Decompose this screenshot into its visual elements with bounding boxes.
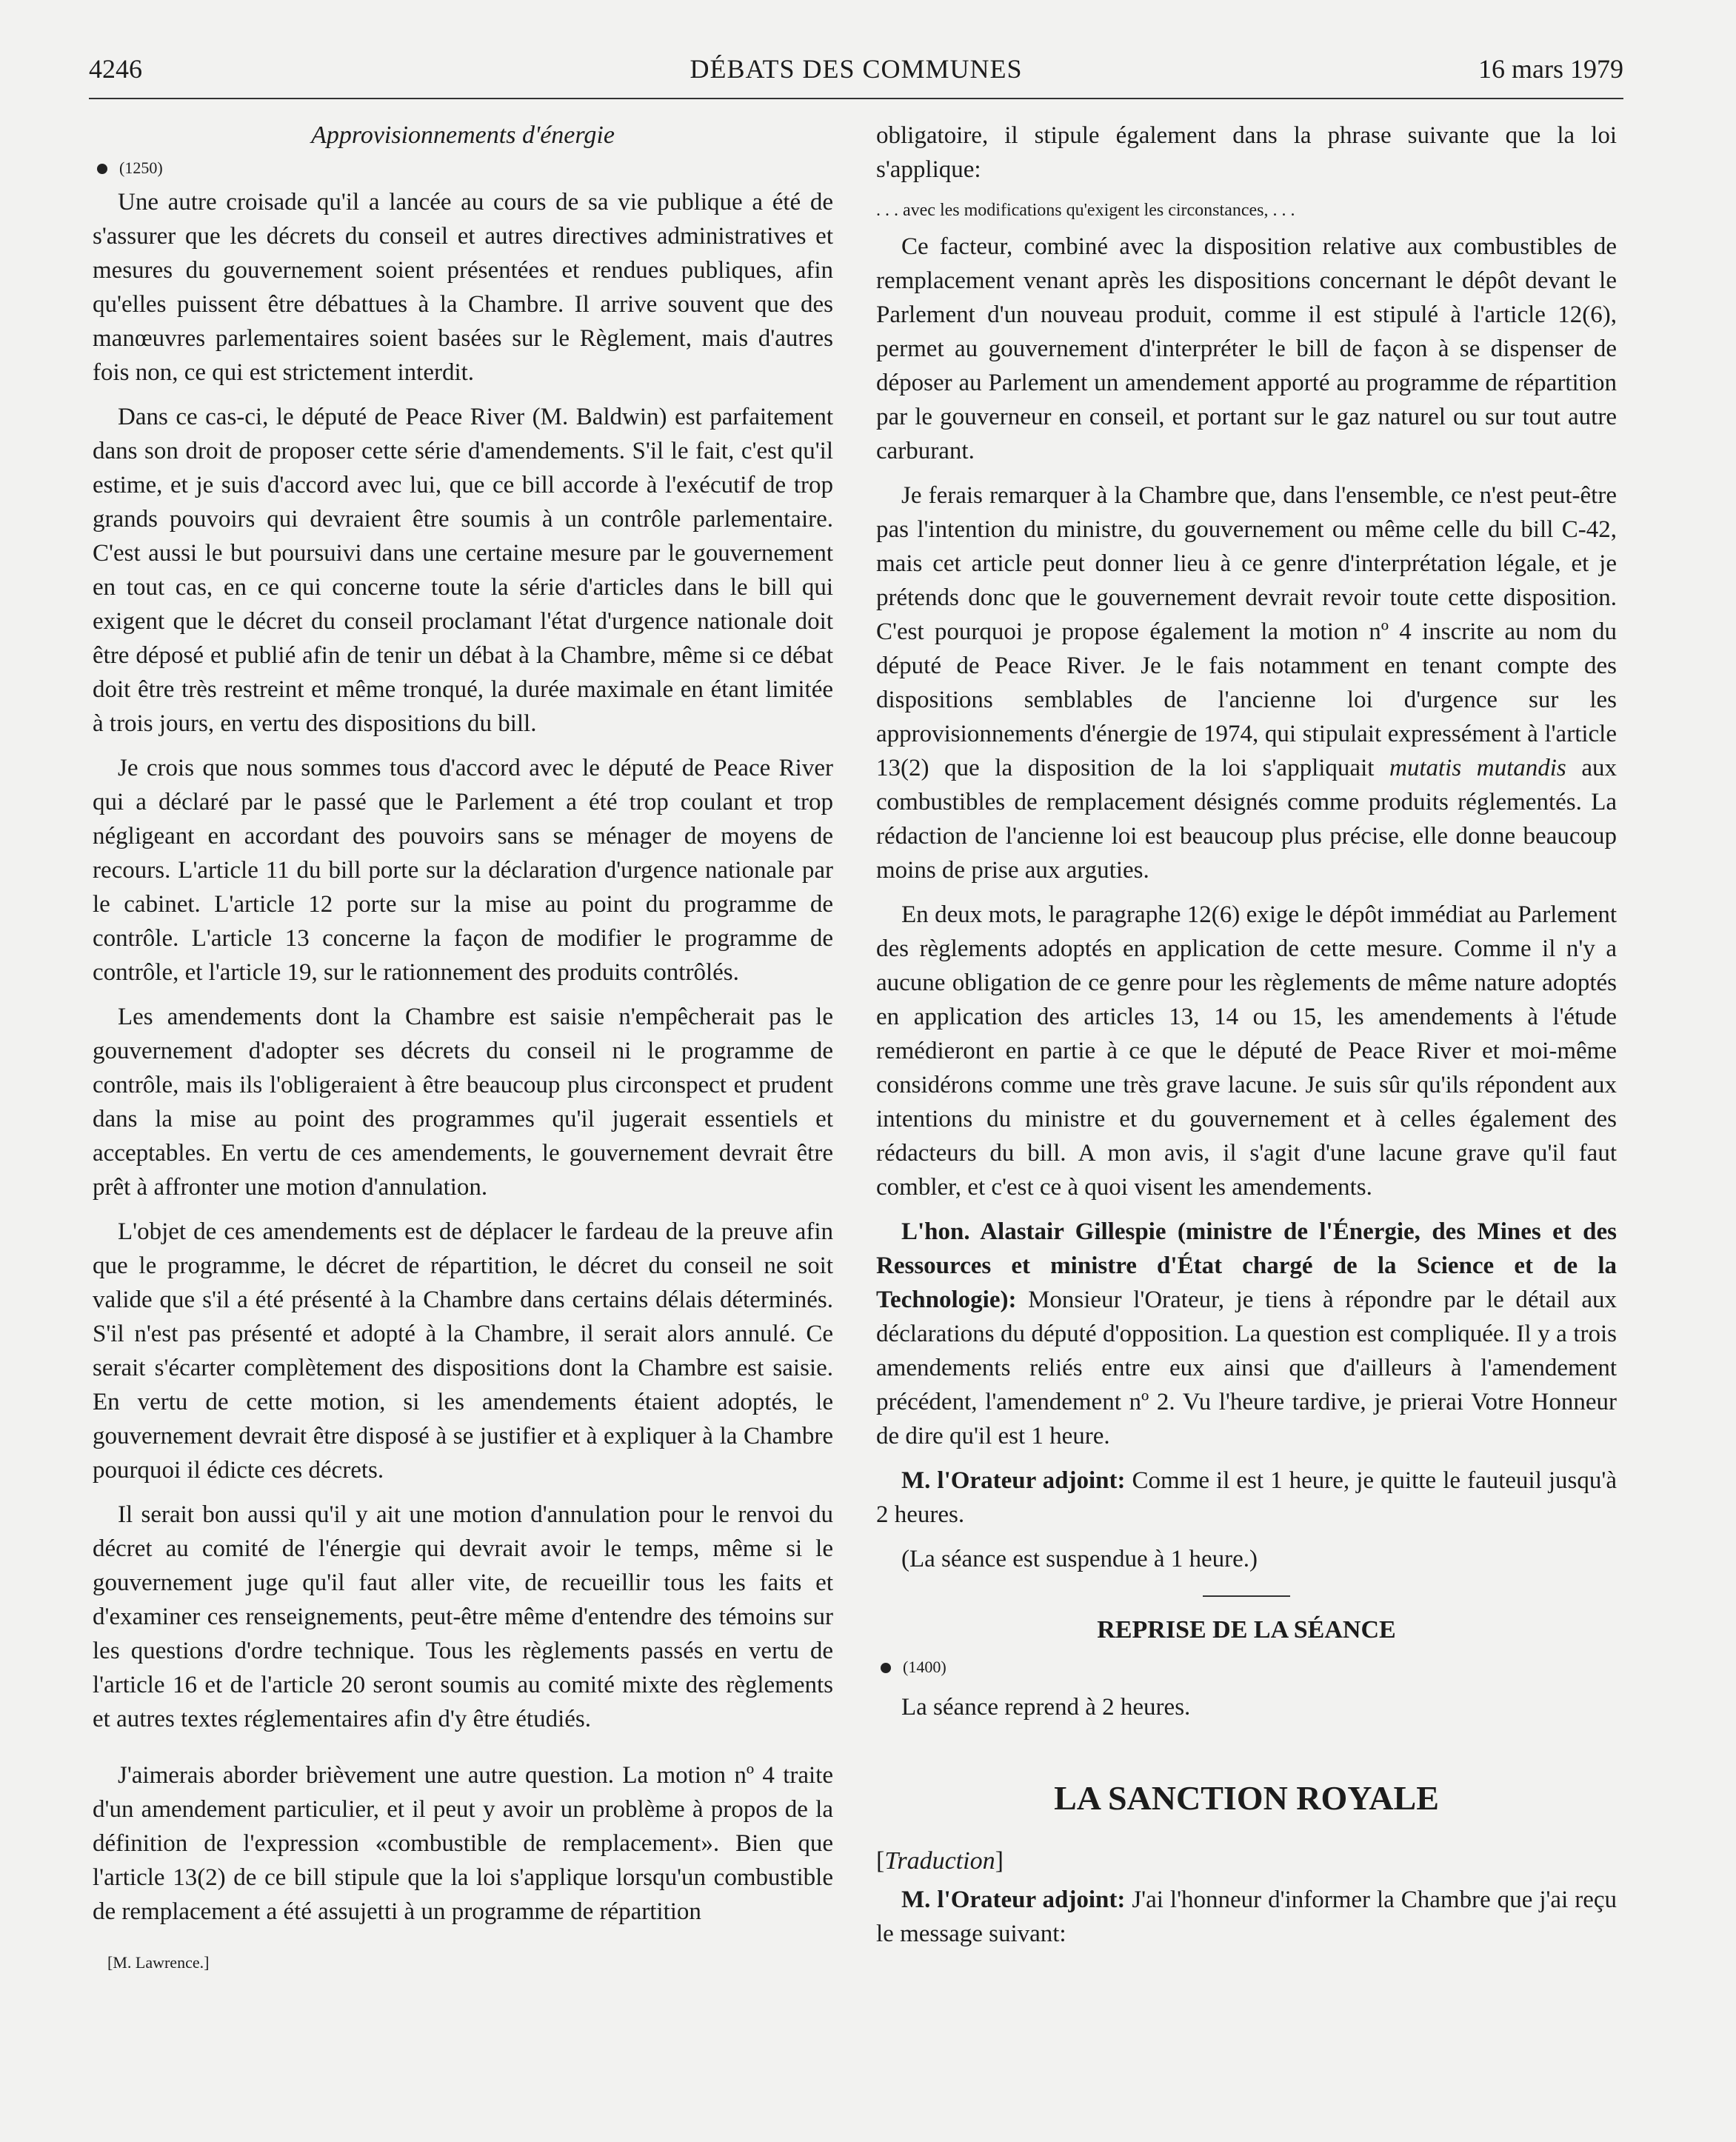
paragraph: L'objet de ces amendements est de déplacer le fardeau de la preuve afin que le programme, le décret de répartition, le décret du conseil ne soit valide que s'il a été présenté à la Chambre dans certains délais déterminés. S'il n'est pas présenté et adopté à la Chambre, il serait alors annulé. Ce serait s'écarter complètement des dispositions dont la Chambre est saisie. En vertu de cette motion, si les amendements étaient adoptés, le gouvernement devrait être disposé à se justifier et à expliquer à la Chambre pourquoi il édicte ces décrets. xyxy=(93,1218,833,1484)
divider xyxy=(1203,1595,1290,1597)
paragraph-text: aux combustibles de remplacement désignés comme produits réglementés. La rédaction de l'ancienne loi est beaucoup plus précise, elle donne beaucoup moins de prise aux arguties. xyxy=(876,755,1617,884)
section-title: REPRISE DE LA SÉANCE xyxy=(1097,1616,1396,1644)
latin-phrase: mutatis mutandis xyxy=(1389,755,1566,781)
paragraph-text: Je ferais remarquer à la Chambre que, dans l'ensemble, ce n'est peut-être pas l'intention du ministre, du gouvernement ou même celle du bill C-42, mais cet article peut donner lieu à ce genre d'interprétation légale, et je prétends donc que le gouvernement devrait revoir toute cette disposition. C'est pourquoi je propose également la motion nº 4 inscrite au nom du député de Peace River. Je le fais notamment en tenant compte des dispositions semblables de l'ancienne loi d'urgence sur les approvisionnements d'énergie de 1974, qui stipulait expressément à l'article 13(2) que la disposition de la loi s'appliquait xyxy=(876,482,1617,781)
paragraph: J'aimerais aborder brièvement une autre question. La motion nº 4 traite d'un amendement particulier, et il peut y avoir un problème à propos de la définition de l'expression «combustible de remplacement». Bien que l'article 13(2) de ce bill stipule que la loi s'applique lorsqu'un combustible de remplacement a été assujetti à un programme de répartition xyxy=(93,1762,833,1925)
paragraph: obligatoire, il stipule également dans la phrase suivante que la loi s'applique: xyxy=(876,122,1617,183)
speaker-footnote: [M. Lawrence.] xyxy=(107,1953,210,1972)
speech-text: J'ai l'honneur d'informer la Chambre que j'ai reçu le message suivant: xyxy=(876,1886,1618,1947)
speaker-name: M. l'Orateur adjoint: xyxy=(901,1467,1126,1494)
time-marker-label: (1400) xyxy=(903,1658,947,1676)
paragraph xyxy=(876,478,1617,887)
quotation: . . . avec les modifications qu'exigent les circonstances, . . . xyxy=(876,201,1295,220)
left-column xyxy=(93,119,833,1975)
time-marker-label: (1250) xyxy=(119,159,163,177)
publication-date: 16 mars 1979 xyxy=(1478,54,1623,84)
time-marker xyxy=(876,1655,1617,1680)
speech-text: Monsieur l'Orateur, je tiens à répondre par le détail aux déclarations du député d'opposition. La question est compliquée. Il y a trois amendements reliés entre eux ainsi que d'ailleurs à l'amendement précédent, l'amendement nº 2. Vu l'heure tardive, je prierai Votre Honneur de dire qu'il est 1 heure. xyxy=(876,1287,1617,1449)
speech xyxy=(876,1215,1617,1453)
procedural-note: La séance reprend à 2 heures. xyxy=(901,1694,1191,1721)
speech xyxy=(876,1464,1617,1532)
bracket: ] xyxy=(995,1847,1004,1875)
translation-label: Traduction xyxy=(884,1847,995,1875)
procedural-note: (La séance est suspendue à 1 heure.) xyxy=(901,1546,1258,1572)
page-number: 4246 xyxy=(89,54,142,84)
right-column xyxy=(876,119,1617,1961)
paragraph: Les amendements dont la Chambre est saisie n'empêcherait pas le gouvernement d'adopter ses décrets du conseil ni le programme de contrôle, mais ils l'obligeraient à être beaucoup plus circonspect et prudent dans la mise au point des programmes qu'il jugerait essentiels et acceptables. En vertu de ces amendements, le gouvernement devrait être prêt à affronter une motion d'annulation. xyxy=(93,1004,833,1201)
speaker-name: M. l'Orateur adjoint: xyxy=(901,1886,1126,1913)
publication-title: DÉBATS DES COMMUNES xyxy=(690,54,1023,84)
paragraph: En deux mots, le paragraphe 12(6) exige le dépôt immédiat au Parlement des règlements adoptés en application de cette mesure. Comme il n'y a aucune obligation de ce genre pour les règlements de même nature adoptés en application des articles 13, 14 ou 15, les amendements à l'étude remédieront en partie à ce que le député de Peace River et moi-même considérons comme une très grave lacune. Je suis sûr qu'ils répondent aux intentions du ministre et du gouvernement et à celles également des rédacteurs du bill. A mon avis, il s'agit d'une lacune grave qu'il faut combler, et c'est ce à quoi visent les amendements. xyxy=(876,901,1617,1201)
subheading: Approvisionnements d'énergie xyxy=(311,121,615,149)
paragraph: Il serait bon aussi qu'il y ait une motion d'annulation pour le renvoi du décret au comité de l'énergie qui devrait avoir le temps, même si le gouvernement juge qu'il faut aller vite, de recueillir tous les faits et d'examiner ces renseignements, peut-être même d'entendre des témoins sur les questions d'ordre technique. Tous les règlements passés en vertu de l'article 16 et de l'article 20 seront soumis au comité mixte des règlements et autres textes réglementaires afin d'y être étudiés. xyxy=(93,1501,833,1732)
speech-text: Comme il est 1 heure, je quitte le fauteuil jusqu'à 2 heures. xyxy=(876,1467,1617,1528)
speaker-name: L'hon. Alastair Gillespie (ministre de l'Énergie, des Mines et des Ressources et ministre d'État chargé de la Science et de la Technologie): xyxy=(876,1218,1617,1313)
bullet-icon xyxy=(881,1663,891,1673)
main-heading: LA SANCTION ROYALE xyxy=(1054,1779,1439,1817)
paragraph: Dans ce cas-ci, le député de Peace River (M. Baldwin) est parfaitement dans son droit de proposer cette série d'amendements. S'il le fait, c'est qu'il estime, et je suis d'accord avec lui, que ce bill accorde à l'exécutif de trop grands pouvoirs qui devraient être soumis à un contrôle parlementaire. C'est aussi le but poursuivi dans une certaine mesure par le gouvernement en tout cas, en ce qui concerne toute la série d'articles dans le bill qui exigent que le décret du conseil proclamant l'état d'urgence nationale doit être déposé et publié afin de tenir un débat à la Chambre, même si ce débat doit être très restreint et même tronqué, la durée maximale en étant limitée à trois jours, en vertu des dispositions du bill. xyxy=(93,404,833,737)
time-marker xyxy=(93,156,833,181)
bracket: [ xyxy=(876,1847,885,1875)
bullet-icon xyxy=(97,164,107,174)
page-header xyxy=(89,53,1623,99)
paragraph: Je crois que nous sommes tous d'accord avec le député de Peace River qui a déclaré par le passé que le Parlement a été trop coulant et trop négligeant en accordant des pouvoirs sans se ménager de moyens de recours. L'article 11 du bill porte sur la déclaration d'urgence nationale par le cabinet. L'article 12 porte sur la mise au point du programme de contrôle. L'article 13 concerne la façon de modifier le programme de contrôle, et l'article 19, sur le rationnement des produits contrôlés. xyxy=(93,755,833,986)
translation-tag xyxy=(876,1844,1617,1878)
speech xyxy=(876,1883,1617,1951)
paragraph: Une autre croisade qu'il a lancée au cours de sa vie publique a été de s'assurer que les décrets du conseil et autres directives administratives et mesures du gouvernement soient présentées et rendues publiques, afin qu'elles puissent être débattues à la Chambre. Il arrive souvent que des manœuvres parlementaires soient basées sur le Règlement, mais d'autres fois non, ce qui est strictement interdit. xyxy=(93,189,833,386)
paragraph: Ce facteur, combiné avec la disposition relative aux combustibles de remplacement venant après les dispositions concernant le dépôt devant le Parlement d'un nouveau produit, comme il est stipulé à l'article 12(6), permet au gouvernement d'interpréter le bill de façon à se dispenser de déposer au Parlement un amendement apporté au programme de répartition par le gouverneur en conseil, et portant sur le gaz naturel ou sur tout autre carburant. xyxy=(876,233,1617,464)
